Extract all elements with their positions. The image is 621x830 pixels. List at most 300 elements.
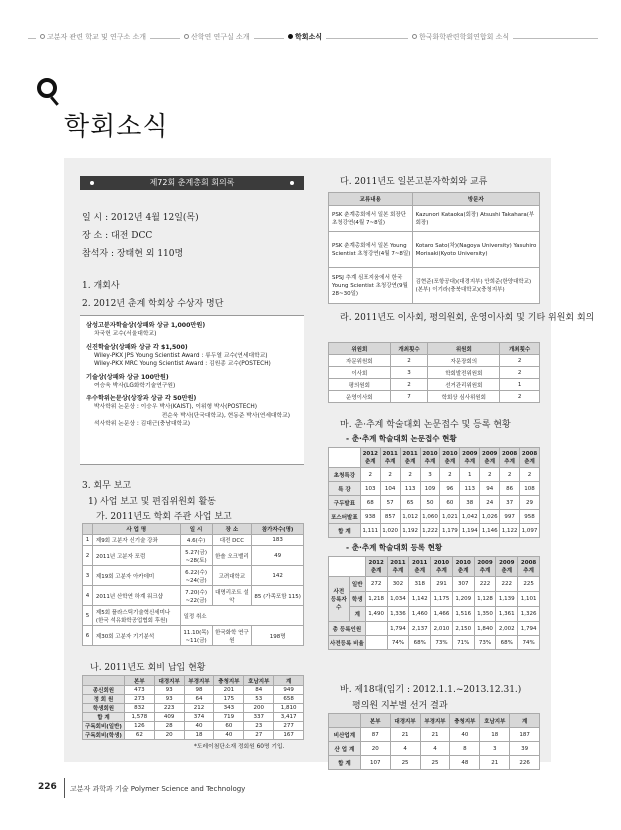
opening-heading: 1. 개회사 bbox=[82, 281, 120, 291]
table-cell: 1,122 bbox=[500, 524, 520, 538]
table-cell: 2 bbox=[500, 391, 540, 403]
table-row bbox=[83, 695, 304, 704]
committee-heading: 라. 2011년도 이사회, 평의원회, 운영이사회 및 기타 위원회 회의 bbox=[340, 313, 595, 323]
table-cell: 187 bbox=[510, 728, 540, 742]
table-cell: 201 bbox=[214, 686, 244, 695]
table-header: 2009 추계 bbox=[460, 448, 480, 468]
table-header: 2011 추계 bbox=[380, 448, 400, 468]
table-cell: 자문위원회 bbox=[329, 355, 391, 367]
table-cell: 정 회 원 bbox=[83, 695, 125, 704]
table-cell: 산 업 계 bbox=[329, 742, 361, 756]
table-cell: 200 bbox=[244, 704, 274, 713]
table-cell: 2 bbox=[83, 546, 93, 566]
table-cell: 4 bbox=[420, 742, 450, 756]
table-cell: 997 bbox=[500, 510, 520, 524]
table-cell: 이사회 bbox=[329, 367, 391, 379]
committee-table bbox=[328, 342, 540, 403]
table-header: 충청지부 bbox=[450, 714, 480, 728]
table-cell: 27 bbox=[244, 731, 274, 740]
table-cell: 제19회 고분자 아카데미 bbox=[92, 566, 180, 586]
table-header: 부경지부 bbox=[184, 676, 214, 686]
table-cell: 28 bbox=[154, 722, 184, 731]
table-cell: 고려대학교 bbox=[212, 566, 252, 586]
table-cell: 한국화학 연구원 bbox=[212, 626, 252, 646]
table-header: 개최횟수 bbox=[390, 343, 428, 355]
table-cell: 학회발전위원회 bbox=[428, 367, 500, 379]
bullet-icon bbox=[290, 181, 294, 185]
table-cell: 5.27(금) ~28(토) bbox=[180, 546, 212, 566]
table-cell: 1,222 bbox=[420, 524, 440, 538]
table-cell: 3 bbox=[83, 566, 93, 586]
table-cell: 175 bbox=[214, 695, 244, 704]
table-cell: 2 bbox=[380, 468, 400, 482]
table-row bbox=[329, 206, 540, 232]
table-cell: 107 bbox=[360, 756, 390, 770]
table-cell bbox=[365, 636, 387, 650]
table-cell: 평의원회 bbox=[329, 379, 391, 391]
table-cell: 2 bbox=[360, 468, 380, 482]
table-cell: 김현준(포항공대)(대경지부) 안희준(한양대학교)(본부) 이기라(충북대학교)(충청지부) bbox=[412, 268, 539, 304]
table-row bbox=[83, 722, 304, 731]
table-cell: 60 bbox=[440, 496, 460, 510]
table-cell: 1,466 bbox=[431, 607, 453, 622]
table-header: 2009 춘계 bbox=[480, 448, 500, 468]
table-cell: PSK 춘계총회에서 일본 Young Scientist 초청강연(4월 7~8일) bbox=[329, 232, 413, 268]
table-cell: 857 bbox=[380, 510, 400, 524]
table-cell: 142 bbox=[252, 566, 304, 586]
table-row bbox=[329, 468, 540, 482]
table-row bbox=[329, 728, 540, 742]
table-cell: 74% bbox=[518, 636, 540, 650]
table-cell: 94 bbox=[480, 482, 500, 496]
fees-table bbox=[82, 675, 304, 740]
table-cell: 대명리조트 설악 bbox=[212, 586, 252, 606]
table-cell: 포스터발표 bbox=[329, 510, 361, 524]
award-heading: 신진학술상(상패와 상금 각 $1,500) bbox=[86, 343, 188, 351]
table-row bbox=[83, 704, 304, 713]
table-cell: 1,361 bbox=[496, 607, 518, 622]
table-header: 2010 추계 bbox=[420, 448, 440, 468]
table-cell: 1,192 bbox=[400, 524, 420, 538]
table-cell: 2,002 bbox=[496, 622, 518, 636]
nav-item-label: 한국화학관련학회연합회 소식 bbox=[419, 33, 510, 41]
table-cell: 2 bbox=[500, 468, 520, 482]
table-cell: 103 bbox=[360, 482, 380, 496]
table-header: 2009 춘계 bbox=[496, 557, 518, 577]
table-row bbox=[329, 510, 540, 524]
table-cell: 1,218 bbox=[365, 592, 387, 607]
table-cell: 2,137 bbox=[409, 622, 431, 636]
table-cell: 4 bbox=[83, 586, 93, 606]
table-row bbox=[329, 496, 540, 510]
table-cell: 계 bbox=[349, 607, 365, 622]
table-row bbox=[83, 626, 304, 646]
table-cell: 96 bbox=[440, 482, 460, 496]
table-row bbox=[329, 524, 540, 538]
table-row bbox=[329, 622, 540, 636]
table-cell: 1,336 bbox=[387, 607, 409, 622]
table-header: 일 시 bbox=[180, 524, 212, 535]
table-row bbox=[329, 636, 540, 650]
table-cell: 307 bbox=[452, 577, 474, 592]
table-cell: 2,150 bbox=[452, 622, 474, 636]
report-heading: 3. 회무 보고 bbox=[82, 481, 132, 491]
bullet-icon bbox=[90, 181, 94, 185]
table-cell: 25 bbox=[390, 756, 420, 770]
table-cell: 21 bbox=[390, 728, 420, 742]
table-cell: 2 bbox=[390, 379, 428, 391]
table-row bbox=[83, 686, 304, 695]
table-row bbox=[83, 586, 304, 606]
table-cell: 6.22(수) ~24(금) bbox=[180, 566, 212, 586]
table-cell: 86 bbox=[500, 482, 520, 496]
table-cell: 126 bbox=[124, 722, 154, 731]
election-table bbox=[328, 713, 540, 770]
exchange-heading: 다. 2011년도 일본고분자학회와 교류 bbox=[340, 177, 488, 187]
table-cell: 68 bbox=[360, 496, 380, 510]
table-cell: 409 bbox=[154, 713, 184, 722]
table-cell: 운영이사회 bbox=[329, 391, 391, 403]
table-cell: 225 bbox=[518, 577, 540, 592]
table-header: 2010 춘계 bbox=[440, 448, 460, 468]
table-cell: 1,142 bbox=[409, 592, 431, 607]
events-table bbox=[82, 523, 304, 646]
table-cell: 68% bbox=[496, 636, 518, 650]
table-cell: 1 bbox=[83, 535, 93, 546]
table-cell: 73% bbox=[474, 636, 496, 650]
table-row bbox=[329, 742, 540, 756]
table-cell: 구독회비(일반) bbox=[83, 722, 125, 731]
table-cell: 2,010 bbox=[431, 622, 453, 636]
table-header: 계 bbox=[510, 714, 540, 728]
table-cell: 337 bbox=[244, 713, 274, 722]
table-cell: 2 bbox=[400, 468, 420, 482]
table-cell: 50 bbox=[420, 496, 440, 510]
table-header: 본부 bbox=[124, 676, 154, 686]
table-cell: 1,326 bbox=[518, 607, 540, 622]
table-cell: 4.6(수) bbox=[180, 535, 212, 546]
table-cell: 719 bbox=[214, 713, 244, 722]
fees-note: *도레이첨단소재 정회원 60명 기입. bbox=[194, 744, 285, 750]
table-row bbox=[329, 379, 540, 391]
table-cell: PSK 춘계총회에서 일본 회장단 초청강연(4월 7~8일) bbox=[329, 206, 413, 232]
table-cell: 53 bbox=[244, 695, 274, 704]
filled-circle-icon bbox=[288, 34, 293, 39]
journal-name: 고분자 과학과 기술 Polymer Science and Technology bbox=[70, 785, 246, 793]
table-header: 계 bbox=[274, 676, 304, 686]
table-row bbox=[329, 592, 540, 607]
table-cell: 비산업계 bbox=[329, 728, 361, 742]
table-cell: 277 bbox=[274, 722, 304, 731]
table-cell: 1,516 bbox=[452, 607, 474, 622]
table-cell: 113 bbox=[460, 482, 480, 496]
table-header: 2011 춘계 bbox=[409, 557, 431, 577]
table-cell: 1 bbox=[500, 379, 540, 391]
table-cell: 1,139 bbox=[496, 592, 518, 607]
table-cell: 총 등록인원 bbox=[329, 622, 366, 636]
table-cell: 8 bbox=[450, 742, 480, 756]
table-header: 호남지부 bbox=[244, 676, 274, 686]
table-header: 대경지부 bbox=[390, 714, 420, 728]
table-cell: 1,020 bbox=[380, 524, 400, 538]
table-cell: 272 bbox=[365, 577, 387, 592]
table-cell: 21 bbox=[420, 728, 450, 742]
table-row bbox=[83, 606, 304, 626]
table-header: 2012 춘계 bbox=[360, 448, 380, 468]
table-cell: 1,209 bbox=[452, 592, 474, 607]
table-cell: 1,097 bbox=[520, 524, 540, 538]
table-cell: 108 bbox=[520, 482, 540, 496]
table-cell: 113 bbox=[400, 482, 420, 496]
table-cell: 2 bbox=[440, 468, 460, 482]
table-cell: 1,012 bbox=[400, 510, 420, 524]
table-header: 호남지부 bbox=[480, 714, 510, 728]
table-cell: 제5회 플라스틱기술혁신세미나 (한국 석유화학공업협회 후원) bbox=[92, 606, 180, 626]
election-heading: 바. 제18대(임기 : 2012.1.1.~2013.12.31.) bbox=[340, 685, 522, 695]
table-row bbox=[83, 731, 304, 740]
table-cell: 한솔 오크밸리 bbox=[212, 546, 252, 566]
meeting-date: 일 시 : 2012년 4월 12일(목) bbox=[82, 213, 199, 223]
table-header: 사 업 명 bbox=[92, 524, 180, 535]
table-header: 참가자수(명) bbox=[252, 524, 304, 535]
table-cell: 2 bbox=[520, 468, 540, 482]
table-header: 2010 춘계 bbox=[452, 557, 474, 577]
table-cell: 74% bbox=[387, 636, 409, 650]
table-cell: 1,350 bbox=[474, 607, 496, 622]
table-row bbox=[329, 577, 540, 592]
conference-heading: 마. 춘·추계 학술대회 논문접수 및 등록 현황 bbox=[340, 420, 511, 430]
table-cell: 222 bbox=[474, 577, 496, 592]
table-cell: 223 bbox=[154, 704, 184, 713]
election-subheading: 평의원 지부별 선거 결과 bbox=[352, 701, 448, 711]
table-cell: 2 bbox=[500, 367, 540, 379]
table-cell: 사전 등록자 수 bbox=[329, 577, 350, 622]
table-cell: 39 bbox=[510, 742, 540, 756]
table-cell: 1 bbox=[460, 468, 480, 482]
awards-box bbox=[80, 315, 304, 465]
table-cell: 선거관리위원회 bbox=[428, 379, 500, 391]
table-cell: 2 bbox=[390, 355, 428, 367]
table-cell: 2011년 산학연 하계 워크샵 bbox=[92, 586, 180, 606]
table-cell: 25 bbox=[420, 756, 450, 770]
table-cell: 21 bbox=[480, 756, 510, 770]
table-row bbox=[83, 713, 304, 722]
table-cell: 1,060 bbox=[420, 510, 440, 524]
table-cell: 93 bbox=[154, 695, 184, 704]
table-cell: 49 bbox=[252, 546, 304, 566]
table-header bbox=[329, 557, 366, 577]
table-cell: 초청특강 bbox=[329, 468, 361, 482]
papers-subheading: - 춘·추계 학술대회 논문접수 현황 bbox=[346, 434, 457, 443]
table-header: 충청지부 bbox=[214, 676, 244, 686]
award-line: 석사학위 논문상 : 김대근(충남대학교) bbox=[94, 421, 191, 427]
table-cell: 958 bbox=[520, 510, 540, 524]
table-cell: 합 계 bbox=[329, 524, 361, 538]
award-heading: 우수학위논문상(상장과 상금 각 50만원) bbox=[86, 395, 197, 402]
table-cell: 1,146 bbox=[480, 524, 500, 538]
table-cell: 1,111 bbox=[360, 524, 380, 538]
table-row bbox=[329, 355, 540, 367]
fees-heading: 나. 2011년도 회비 납입 현황 bbox=[90, 663, 206, 673]
table-cell: 302 bbox=[387, 577, 409, 592]
table-cell: SPSJ 추계 심포지움에서 한국 Young Scientist 초청강연(9월 28~30일) bbox=[329, 268, 413, 304]
table-cell: 20 bbox=[360, 742, 390, 756]
table-cell: 60 bbox=[214, 722, 244, 731]
award-heading: 기술상(상패와 상금 100만원) bbox=[86, 373, 169, 381]
table-cell: 1,128 bbox=[474, 592, 496, 607]
table-header: 2008 추계 bbox=[518, 557, 540, 577]
report-subheading: 1) 사업 보고 및 편집위원회 활동 bbox=[88, 497, 216, 507]
table-cell: 29 bbox=[520, 496, 540, 510]
table-cell: 1,794 bbox=[387, 622, 409, 636]
table-cell: 학생회원 bbox=[83, 704, 125, 713]
table-cell: 1,794 bbox=[518, 622, 540, 636]
table-header bbox=[83, 676, 125, 686]
meeting-banner-text: 제72회 춘계총회 회의록 bbox=[149, 178, 235, 187]
table-cell: 제9회 고분자 신기술 강좌 bbox=[92, 535, 180, 546]
table-header bbox=[83, 524, 93, 535]
table-header: 2008 춘계 bbox=[520, 448, 540, 468]
table-cell: 1,490 bbox=[365, 607, 387, 622]
table-header bbox=[329, 714, 361, 728]
table-cell: 일정 취소 bbox=[180, 606, 303, 626]
nav-item-schools[interactable] bbox=[36, 30, 150, 44]
table-header: 2011 추계 bbox=[387, 557, 409, 577]
table-header: 위원회 bbox=[428, 343, 500, 355]
table-cell: 273 bbox=[124, 695, 154, 704]
registration-table bbox=[328, 556, 540, 650]
table-cell: 합 계 bbox=[83, 713, 125, 722]
table-cell: 학회상 심사위원회 bbox=[428, 391, 500, 403]
table-cell: 1,042 bbox=[460, 510, 480, 524]
table-cell: 18 bbox=[184, 731, 214, 740]
table-cell: 구두발표 bbox=[329, 496, 361, 510]
table-header: 2008 추계 bbox=[500, 448, 520, 468]
table-cell: 832 bbox=[124, 704, 154, 713]
events-heading: 가. 2011년도 학회 주관 사업 보고 bbox=[96, 512, 232, 522]
nav-item-federation[interactable] bbox=[408, 30, 513, 44]
table-cell: 212 bbox=[184, 704, 214, 713]
table-cell: 24 bbox=[480, 496, 500, 510]
awards-heading: 2. 2012년 춘계 학회상 수상자 명단 bbox=[82, 299, 224, 309]
table-cell: 68% bbox=[409, 636, 431, 650]
table-cell: 3 bbox=[390, 367, 428, 379]
meeting-attendees: 참석자 : 장태현 외 110명 bbox=[82, 249, 184, 259]
table-cell: 109 bbox=[420, 482, 440, 496]
table-cell: 473 bbox=[124, 686, 154, 695]
table-cell: 84 bbox=[244, 686, 274, 695]
table-cell: 291 bbox=[431, 577, 453, 592]
table-cell: 85 (가족포함 115) bbox=[252, 586, 304, 606]
table-row bbox=[329, 367, 540, 379]
table-cell: 1,026 bbox=[480, 510, 500, 524]
award-line: 전순욱 박사(단국대학교), 현동준 박사(연세대학교) bbox=[161, 412, 290, 419]
award-heading: 삼성고분자학술상(상패와 상금 1,000만원) bbox=[86, 322, 206, 329]
nav-item-labs[interactable] bbox=[180, 30, 254, 44]
table-header: 장 소 bbox=[212, 524, 252, 535]
table-header: 2011 춘계 bbox=[400, 448, 420, 468]
award-line: 여승욱 박사(LG화학기술연구원) bbox=[94, 382, 176, 389]
table-cell: 98 bbox=[184, 686, 214, 695]
table-cell: 73% bbox=[431, 636, 453, 650]
table-cell: 4 bbox=[390, 742, 420, 756]
table-cell: 2011년 고분자 포럼 bbox=[92, 546, 180, 566]
table-cell: 57 bbox=[380, 496, 400, 510]
table-cell: 64 bbox=[184, 695, 214, 704]
nav-item-society-news[interactable] bbox=[284, 30, 326, 44]
table-cell: 1,194 bbox=[460, 524, 480, 538]
table-header: 개최횟수 bbox=[500, 343, 540, 355]
table-cell: 일반 bbox=[349, 577, 365, 592]
table-cell: 40 bbox=[184, 722, 214, 731]
table-cell: 1,021 bbox=[440, 510, 460, 524]
magnifier-icon bbox=[37, 78, 57, 98]
page-number: 226 bbox=[38, 782, 57, 792]
table-cell: 222 bbox=[496, 577, 518, 592]
table-header: 위원회 bbox=[329, 343, 391, 355]
table-cell: 1,034 bbox=[387, 592, 409, 607]
table-cell: 종신회원 bbox=[83, 686, 125, 695]
circle-icon bbox=[184, 34, 189, 39]
table-header: 2012 춘계 bbox=[365, 557, 387, 577]
table-cell: 3 bbox=[420, 468, 440, 482]
table-cell: 3 bbox=[480, 742, 510, 756]
table-cell: 938 bbox=[360, 510, 380, 524]
table-cell: 40 bbox=[214, 731, 244, 740]
table-cell: 합 계 bbox=[329, 756, 361, 770]
table-cell: 93 bbox=[154, 686, 184, 695]
table-cell: 11.10(목) ~11(금) bbox=[180, 626, 212, 646]
table-cell: 3,417 bbox=[274, 713, 304, 722]
meeting-banner bbox=[80, 176, 304, 190]
nav-item-label: 학회소식 bbox=[295, 33, 323, 41]
table-row bbox=[329, 391, 540, 403]
table-cell: 20 bbox=[154, 731, 184, 740]
table-cell: 2 bbox=[500, 355, 540, 367]
table-row bbox=[329, 482, 540, 496]
table-row bbox=[83, 546, 304, 566]
page-title: 학회소식 bbox=[64, 112, 169, 142]
table-cell: 658 bbox=[274, 695, 304, 704]
table-cell: 62 bbox=[124, 731, 154, 740]
circle-icon bbox=[40, 34, 45, 39]
table-cell: 318 bbox=[409, 577, 431, 592]
table-cell: 40 bbox=[450, 728, 480, 742]
table-header: 2010 추계 bbox=[431, 557, 453, 577]
table-cell: 제30회 고분자 기기분석 bbox=[92, 626, 180, 646]
table-cell: 사전등록 비율 bbox=[329, 636, 366, 650]
table-row bbox=[329, 268, 540, 304]
table-cell: Kazunori Kataoka(회장) Atsushi Takahara(부회장) bbox=[412, 206, 539, 232]
table-cell: 65 bbox=[400, 496, 420, 510]
papers-table bbox=[328, 447, 540, 538]
table-cell: 구독회비(학생) bbox=[83, 731, 125, 740]
table-cell: 226 bbox=[510, 756, 540, 770]
meeting-place: 장 소 : 대전 DCC bbox=[82, 231, 153, 241]
table-cell: 2 bbox=[480, 468, 500, 482]
award-line: Wiley-PKX MRC Young Scientist Award : 김원종 교수(POSTECH) bbox=[94, 361, 271, 367]
table-cell: 자문장회의 bbox=[428, 355, 500, 367]
table-cell: 18 bbox=[480, 728, 510, 742]
table-cell: 6 bbox=[83, 626, 93, 646]
circle-icon bbox=[412, 34, 417, 39]
table-cell: 학생 bbox=[349, 592, 365, 607]
table-cell: 71% bbox=[452, 636, 474, 650]
table-cell: 104 bbox=[380, 482, 400, 496]
table-cell: 1,578 bbox=[124, 713, 154, 722]
table-cell: 48 bbox=[450, 756, 480, 770]
exchange-table bbox=[328, 192, 540, 304]
